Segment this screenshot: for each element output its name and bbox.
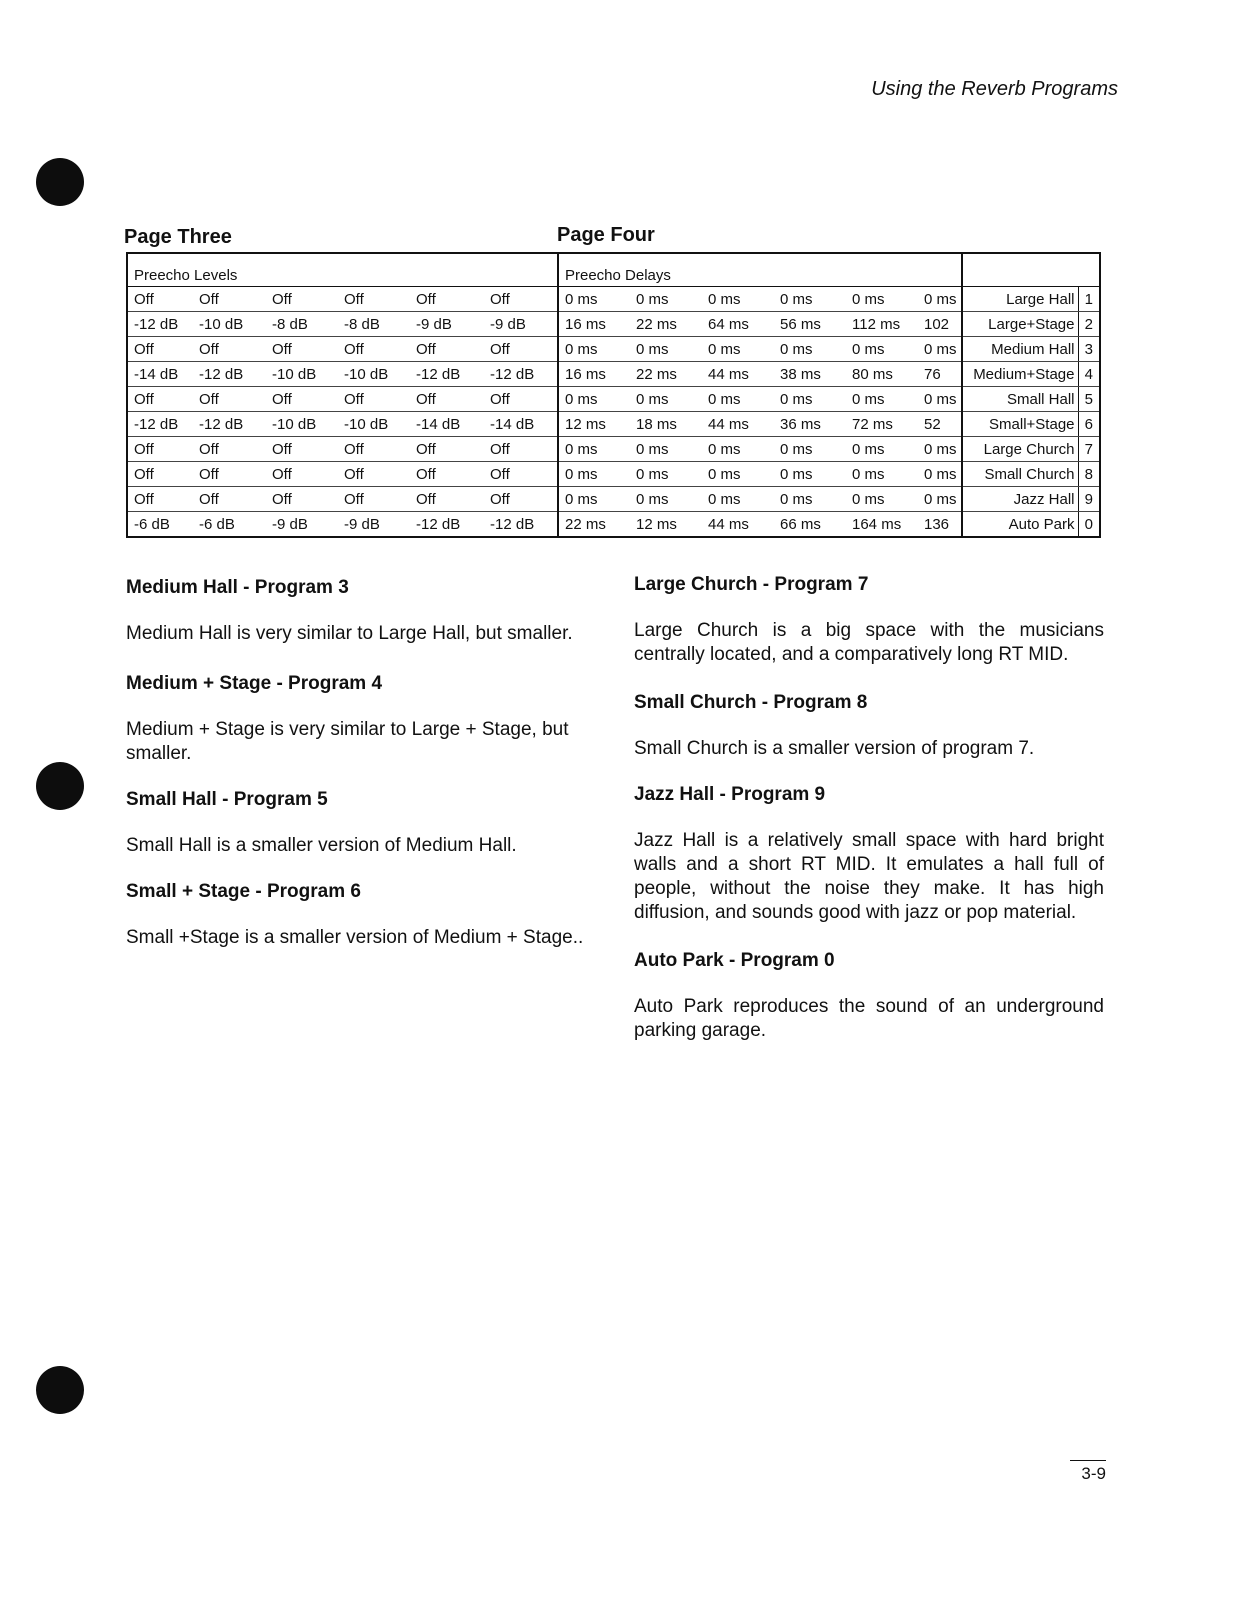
preecho-level-cell: -8 dB: [338, 312, 410, 337]
preecho-level-cell: Off: [410, 487, 484, 512]
preecho-level-cell: Off: [193, 287, 266, 312]
preecho-level-cell: Off: [193, 462, 266, 487]
preecho-delay-cell: 0 ms: [846, 337, 918, 362]
table-row: [127, 412, 1100, 437]
page-four-label: Page Four: [557, 224, 655, 246]
preecho-level-cell: Off: [127, 487, 193, 512]
binder-hole-top: [36, 158, 84, 206]
preecho-level-cell: -14 dB: [410, 412, 484, 437]
preecho-delay-cell: 0 ms: [774, 387, 846, 412]
preecho-delay-cell: 0 ms: [702, 387, 774, 412]
preecho-level-cell: -12 dB: [193, 412, 266, 437]
preecho-delay-cell: 44 ms: [702, 412, 774, 437]
large-church-heading: Large Church - Program 7: [634, 574, 869, 595]
program-name-cell: Small Hall: [962, 387, 1078, 412]
program-number-cell: 2: [1078, 312, 1100, 337]
preecho-delay-cell: 0 ms: [630, 487, 702, 512]
preecho-delay-cell: 0 ms: [702, 487, 774, 512]
running-head: Using the Reverb Programs: [871, 78, 1118, 100]
preecho-level-cell: Off: [266, 337, 338, 362]
preecho-delay-cell: 0 ms: [918, 487, 962, 512]
preecho-level-cell: Off: [484, 462, 558, 487]
program-name-cell: Large Church: [962, 437, 1078, 462]
preecho-level-cell: -14 dB: [127, 362, 193, 387]
program-name-cell: Medium Hall: [962, 337, 1078, 362]
program-number-cell: 6: [1078, 412, 1100, 437]
preecho-delay-cell: 0 ms: [774, 287, 846, 312]
preecho-level-cell: Off: [338, 387, 410, 412]
preecho-delay-cell: 0 ms: [558, 287, 630, 312]
preecho-delay-cell: 0 ms: [918, 337, 962, 362]
preecho-level-cell: Off: [338, 437, 410, 462]
preecho-level-cell: -12 dB: [484, 512, 558, 538]
large-church-text: Large Church is a big space with the musicians centrally located, and a comparatively long RT MID.: [634, 620, 1104, 665]
preecho-level-cell: Off: [338, 287, 410, 312]
program-number-cell: 4: [1078, 362, 1100, 387]
preecho-delay-cell: 136: [918, 512, 962, 538]
binder-hole-bottom: [36, 1366, 84, 1414]
preecho-delay-cell: 12 ms: [558, 412, 630, 437]
preecho-level-cell: -9 dB: [410, 312, 484, 337]
preecho-level-cell: Off: [484, 387, 558, 412]
preecho-level-cell: Off: [484, 487, 558, 512]
medium-stage-text: Medium + Stage is very similar to Large + Stage, but smaller.: [126, 719, 569, 764]
preecho-delay-cell: 56 ms: [774, 312, 846, 337]
preecho-delay-cell: 164 ms: [846, 512, 918, 538]
preecho-delay-cell: 0 ms: [630, 462, 702, 487]
preecho-delay-cell: 16 ms: [558, 312, 630, 337]
program-name-cell: Small Church: [962, 462, 1078, 487]
program-name-cell: Small+Stage: [962, 412, 1078, 437]
preecho-delay-cell: 12 ms: [630, 512, 702, 538]
medium-stage-heading: Medium + Stage - Program 4: [126, 673, 383, 694]
auto-park-heading: Auto Park - Program 0: [634, 950, 835, 971]
preecho-level-cell: Off: [266, 387, 338, 412]
table-row: [127, 437, 1100, 462]
preecho-level-cell: -10 dB: [193, 312, 266, 337]
preecho-delays-header: Preecho Delays: [558, 253, 962, 287]
preecho-delay-cell: 0 ms: [630, 437, 702, 462]
preecho-delay-cell: 0 ms: [846, 287, 918, 312]
table-row: [127, 312, 1100, 337]
preecho-delay-cell: 64 ms: [702, 312, 774, 337]
table-row: [127, 337, 1100, 362]
program-number-cell: 9: [1078, 487, 1100, 512]
preecho-level-cell: Off: [410, 462, 484, 487]
auto-park-text: Auto Park reproduces the sound of an underground parking garage.: [634, 996, 1104, 1041]
preecho-delay-cell: 102: [918, 312, 962, 337]
preecho-delay-cell: 0 ms: [774, 337, 846, 362]
reverb-program-table: [126, 252, 1101, 538]
page-three-label: Page Three: [124, 226, 232, 248]
preecho-level-cell: Off: [484, 437, 558, 462]
program-number-cell: 8: [1078, 462, 1100, 487]
preecho-level-cell: -10 dB: [266, 412, 338, 437]
preecho-level-cell: -9 dB: [266, 512, 338, 538]
preecho-level-cell: -8 dB: [266, 312, 338, 337]
preecho-level-cell: -14 dB: [484, 412, 558, 437]
small-stage-text: Small +Stage is a smaller version of Medium + Stage..: [126, 927, 584, 948]
preecho-delay-cell: 38 ms: [774, 362, 846, 387]
small-church-text: Small Church is a smaller version of program 7.: [634, 738, 1035, 759]
preecho-level-cell: Off: [338, 487, 410, 512]
preecho-level-cell: -9 dB: [338, 512, 410, 538]
preecho-delay-cell: 0 ms: [702, 462, 774, 487]
preecho-level-cell: -9 dB: [484, 312, 558, 337]
preecho-delay-cell: 0 ms: [558, 337, 630, 362]
preecho-delay-cell: 0 ms: [846, 462, 918, 487]
preecho-delay-cell: 16 ms: [558, 362, 630, 387]
table-header-row: [127, 253, 1100, 287]
preecho-level-cell: Off: [338, 462, 410, 487]
small-stage-heading: Small + Stage - Program 6: [126, 881, 361, 902]
preecho-level-cell: Off: [266, 462, 338, 487]
preecho-level-cell: Off: [127, 387, 193, 412]
preecho-delay-cell: 0 ms: [702, 287, 774, 312]
preecho-level-cell: -12 dB: [127, 412, 193, 437]
preecho-level-cell: Off: [193, 337, 266, 362]
preecho-delay-cell: 0 ms: [558, 437, 630, 462]
program-name-cell: Large+Stage: [962, 312, 1078, 337]
preecho-delay-cell: 66 ms: [774, 512, 846, 538]
preecho-level-cell: Off: [266, 437, 338, 462]
right-column: [634, 573, 1104, 1043]
preecho-level-cell: -10 dB: [266, 362, 338, 387]
preecho-level-cell: Off: [484, 287, 558, 312]
preecho-delay-cell: 80 ms: [846, 362, 918, 387]
preecho-level-cell: Off: [410, 337, 484, 362]
preecho-delay-cell: 0 ms: [918, 287, 962, 312]
program-name-cell: Large Hall: [962, 287, 1078, 312]
preecho-level-cell: -6 dB: [127, 512, 193, 538]
table-row: [127, 487, 1100, 512]
jazz-hall-text: Jazz Hall is a relatively small space with hard bright walls and a short RT MID. It emulates a hall full of people, without the noise they make. It has high diffusion, and sounds good with jazz or pop material.: [634, 830, 1104, 923]
preecho-delay-cell: 0 ms: [630, 387, 702, 412]
preecho-level-cell: -6 dB: [193, 512, 266, 538]
preecho-level-cell: Off: [193, 437, 266, 462]
preecho-delay-cell: 72 ms: [846, 412, 918, 437]
preecho-level-cell: Off: [193, 387, 266, 412]
preecho-level-cell: -10 dB: [338, 412, 410, 437]
preecho-delay-cell: 0 ms: [702, 437, 774, 462]
preecho-level-cell: Off: [266, 487, 338, 512]
preecho-delay-cell: 0 ms: [558, 487, 630, 512]
medium-hall-text: Medium Hall is very similar to Large Hall, but smaller.: [126, 623, 573, 644]
preecho-delay-cell: 76: [918, 362, 962, 387]
table-row: [127, 362, 1100, 387]
preecho-delay-cell: 0 ms: [630, 337, 702, 362]
preecho-delay-cell: 0 ms: [774, 437, 846, 462]
preecho-delay-cell: 0 ms: [558, 387, 630, 412]
program-number-cell: 3: [1078, 337, 1100, 362]
program-number-cell: 5: [1078, 387, 1100, 412]
preecho-delay-cell: 0 ms: [558, 462, 630, 487]
table-row: [127, 287, 1100, 312]
preecho-level-cell: Off: [127, 337, 193, 362]
preecho-delay-cell: 36 ms: [774, 412, 846, 437]
preecho-delay-cell: 52: [918, 412, 962, 437]
program-number-cell: 1: [1078, 287, 1100, 312]
binder-hole-middle: [36, 762, 84, 810]
preecho-levels-header: Preecho Levels: [127, 253, 558, 287]
left-column: [126, 576, 596, 950]
preecho-level-cell: Off: [484, 337, 558, 362]
table-row: [127, 387, 1100, 412]
preecho-delay-cell: 18 ms: [630, 412, 702, 437]
preecho-delay-cell: 22 ms: [630, 362, 702, 387]
program-name-cell: Jazz Hall: [962, 487, 1078, 512]
preecho-delay-cell: 0 ms: [918, 437, 962, 462]
preecho-level-cell: Off: [410, 387, 484, 412]
preecho-level-cell: -12 dB: [484, 362, 558, 387]
preecho-delay-cell: 112 ms: [846, 312, 918, 337]
preecho-level-cell: Off: [127, 462, 193, 487]
program-number-cell: 7: [1078, 437, 1100, 462]
preecho-delay-cell: 0 ms: [846, 437, 918, 462]
preecho-level-cell: Off: [338, 337, 410, 362]
preecho-delay-cell: 0 ms: [774, 462, 846, 487]
preecho-delay-cell: 22 ms: [630, 312, 702, 337]
table-row: [127, 462, 1100, 487]
preecho-delay-cell: 0 ms: [846, 387, 918, 412]
preecho-level-cell: -12 dB: [127, 312, 193, 337]
program-name-cell: Medium+Stage: [962, 362, 1078, 387]
program-number-cell: 0: [1078, 512, 1100, 538]
preecho-level-cell: Off: [127, 437, 193, 462]
preecho-delay-cell: 0 ms: [702, 337, 774, 362]
jazz-hall-heading: Jazz Hall - Program 9: [634, 784, 826, 805]
preecho-level-cell: -10 dB: [338, 362, 410, 387]
medium-hall-heading: Medium Hall - Program 3: [126, 577, 349, 598]
program-header-blank: [962, 253, 1100, 287]
preecho-level-cell: Off: [266, 287, 338, 312]
preecho-level-cell: -12 dB: [410, 512, 484, 538]
preecho-delay-cell: 0 ms: [630, 287, 702, 312]
program-name-cell: Auto Park: [962, 512, 1078, 538]
preecho-level-cell: -12 dB: [410, 362, 484, 387]
page-number: 3-9: [1070, 1460, 1106, 1484]
preecho-level-cell: -12 dB: [193, 362, 266, 387]
preecho-delay-cell: 0 ms: [918, 387, 962, 412]
preecho-delay-cell: 0 ms: [918, 462, 962, 487]
preecho-level-cell: Off: [410, 437, 484, 462]
small-hall-heading: Small Hall - Program 5: [126, 789, 328, 810]
preecho-delay-cell: 44 ms: [702, 362, 774, 387]
preecho-level-cell: Off: [193, 487, 266, 512]
small-hall-text: Small Hall is a smaller version of Medium Hall.: [126, 835, 517, 856]
preecho-delay-cell: 0 ms: [774, 487, 846, 512]
preecho-level-cell: Off: [127, 287, 193, 312]
preecho-delay-cell: 44 ms: [702, 512, 774, 538]
preecho-delay-cell: 0 ms: [846, 487, 918, 512]
preecho-level-cell: Off: [410, 287, 484, 312]
table-row: [127, 512, 1100, 538]
small-church-heading: Small Church - Program 8: [634, 692, 868, 713]
preecho-delay-cell: 22 ms: [558, 512, 630, 538]
